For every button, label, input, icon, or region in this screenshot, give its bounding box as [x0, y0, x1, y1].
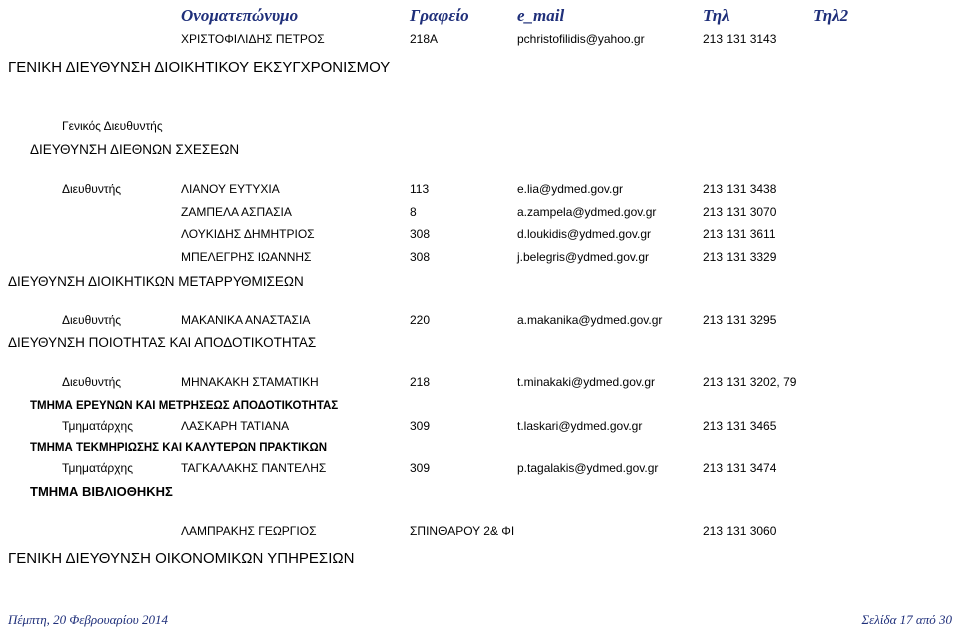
column-header-tel: Τηλ — [703, 6, 730, 25]
person-email: a.zampela@ydmed.gov.gr — [517, 205, 657, 219]
person-name: ΜΠΕΛΕΓΡΗΣ ΙΩΑΝΝΗΣ — [181, 250, 312, 264]
person-name: ΛΙΑΝΟΥ ΕΥΤΥΧΙΑ — [181, 182, 280, 196]
person-office: 308 — [410, 250, 431, 264]
footer-page-number: Σελίδα 17 από 30 — [861, 612, 952, 627]
column-header-tel2: Τηλ2 — [813, 6, 849, 25]
directorate-title: ΔΙΕΥΘΥΝΣΗ ΔΙΟΙΚΗΤΙΚΩΝ ΜΕΤΑΡΡΥΘΜΙΣΕΩΝ — [8, 274, 304, 289]
department-title: ΤΜΗΜΑ ΤΕΚΜΗΡΙΩΣΗΣ ΚΑΙ ΚΑΛΥΤΕΡΩΝ ΠΡΑΚΤΙΚΩΝ — [30, 442, 328, 454]
person-name: ΛΑΜΠΡΑΚΗΣ ΓΕΩΡΓΙΟΣ — [181, 524, 317, 538]
person-name: ΖΑΜΠΕΛΑ ΑΣΠΑΣΙΑ — [181, 205, 292, 219]
person-email: t.laskari@ydmed.gov.gr — [517, 419, 643, 433]
person-email: p.tagalakis@ydmed.gov.gr — [517, 461, 659, 475]
role-label: Διευθυντής — [62, 375, 122, 389]
person-tel: 213 131 3329 — [703, 250, 777, 264]
person-tel: 213 131 3295 — [703, 313, 777, 327]
person-office: ΣΠΙΝΘΑΡΟΥ 2& ΦΙ — [410, 524, 515, 538]
person-tel: 213 131 3438 — [703, 182, 777, 196]
person-office: 308 — [410, 227, 431, 241]
person-office: 220 — [410, 313, 431, 327]
person-tel: 213 131 3143 — [703, 32, 777, 46]
person-email: a.makanika@ydmed.gov.gr — [517, 313, 663, 327]
column-header-office: Γραφείο — [410, 6, 469, 25]
person-email: pchristofilidis@yahoo.gr — [517, 32, 645, 46]
person-email: t.minakaki@ydmed.gov.gr — [517, 375, 656, 389]
footer-date: Πέμπτη, 20 Φεβρουαρίου 2014 — [8, 612, 168, 627]
person-name: ΜΗΝΑΚΑΚΗ ΣΤΑΜΑΤΙΚΗ — [181, 375, 319, 389]
person-tel: 213 131 3474 — [703, 461, 777, 475]
general-directorate-title: ΓΕΝΙΚΗ ΔΙΕΥΘΥΝΣΗ ΟΙΚΟΝΟΜΙΚΩΝ ΥΠΗΡΕΣΙΩΝ — [8, 550, 355, 567]
person-office: 218 — [410, 375, 431, 389]
person-tel: 213 131 3060 — [703, 524, 777, 538]
role-label: Διευθυντής — [62, 313, 122, 327]
person-office: 8 — [410, 205, 417, 219]
column-header-email: e_mail — [517, 6, 565, 25]
directorate-title: ΔΙΕΥΘΥΝΣΗ ΔΙΕΘΝΩΝ ΣΧΕΣΕΩΝ — [30, 142, 240, 157]
general-director-role: Γενικός Διευθυντής — [62, 119, 163, 133]
person-tel: 213 131 3465 — [703, 419, 777, 433]
person-tel: 213 131 3611 — [703, 227, 776, 241]
person-email: j.belegris@ydmed.gov.gr — [517, 250, 650, 264]
role-label: Τμηματάρχης — [62, 461, 133, 475]
department-title: ΤΜΗΜΑ ΒΙΒΛΙΟΘΗΚΗΣ — [30, 484, 173, 499]
person-office: 309 — [410, 419, 431, 433]
department-title: ΤΜΗΜΑ ΕΡΕΥΝΩΝ ΚΑΙ ΜΕΤΡΗΣΕΩΣ ΑΠΟΔΟΤΙΚΟΤΗΤΑΣ — [30, 400, 339, 412]
person-name: ΜΑΚΑΝΙΚΑ ΑΝΑΣΤΑΣΙΑ — [181, 313, 311, 327]
person-email: e.lia@ydmed.gov.gr — [517, 182, 624, 196]
role-label: Τμηματάρχης — [62, 419, 133, 433]
person-office: 113 — [410, 182, 430, 196]
person-name: ΧΡΙΣΤΟΦΙΛΙΔΗΣ ΠΕΤΡΟΣ — [181, 32, 325, 46]
general-directorate-title: ΓΕΝΙΚΗ ΔΙΕΥΘΥΝΣΗ ΔΙΟΙΚΗΤΙΚΟΥ ΕΚΣΥΓΧΡΟΝΙΣΜΟΥ — [8, 59, 391, 76]
person-office: 309 — [410, 461, 431, 475]
person-name: ΛΑΣΚΑΡΗ ΤΑΤΙΑΝΑ — [181, 419, 290, 433]
person-tel: 213 131 3070 — [703, 205, 777, 219]
person-email: d.loukidis@ydmed.gov.gr — [517, 227, 652, 241]
person-name: ΤΑΓΚΑΛΑΚΗΣ ΠΑΝΤΕΛΗΣ — [181, 461, 327, 475]
role-label: Διευθυντής — [62, 182, 122, 196]
directorate-title: ΔΙΕΥΘΥΝΣΗ ΠΟΙΟΤΗΤΑΣ ΚΑΙ ΑΠΟΔΟΤΙΚΟΤΗΤΑΣ — [8, 335, 317, 350]
column-header-name: Ονοματεπώνυμο — [181, 6, 299, 25]
person-name: ΛΟΥΚΙΔΗΣ ΔΗΜΗΤΡΙΟΣ — [181, 227, 315, 241]
person-office: 218A — [410, 32, 439, 46]
person-tel: 213 131 3202, 79 — [703, 375, 797, 389]
